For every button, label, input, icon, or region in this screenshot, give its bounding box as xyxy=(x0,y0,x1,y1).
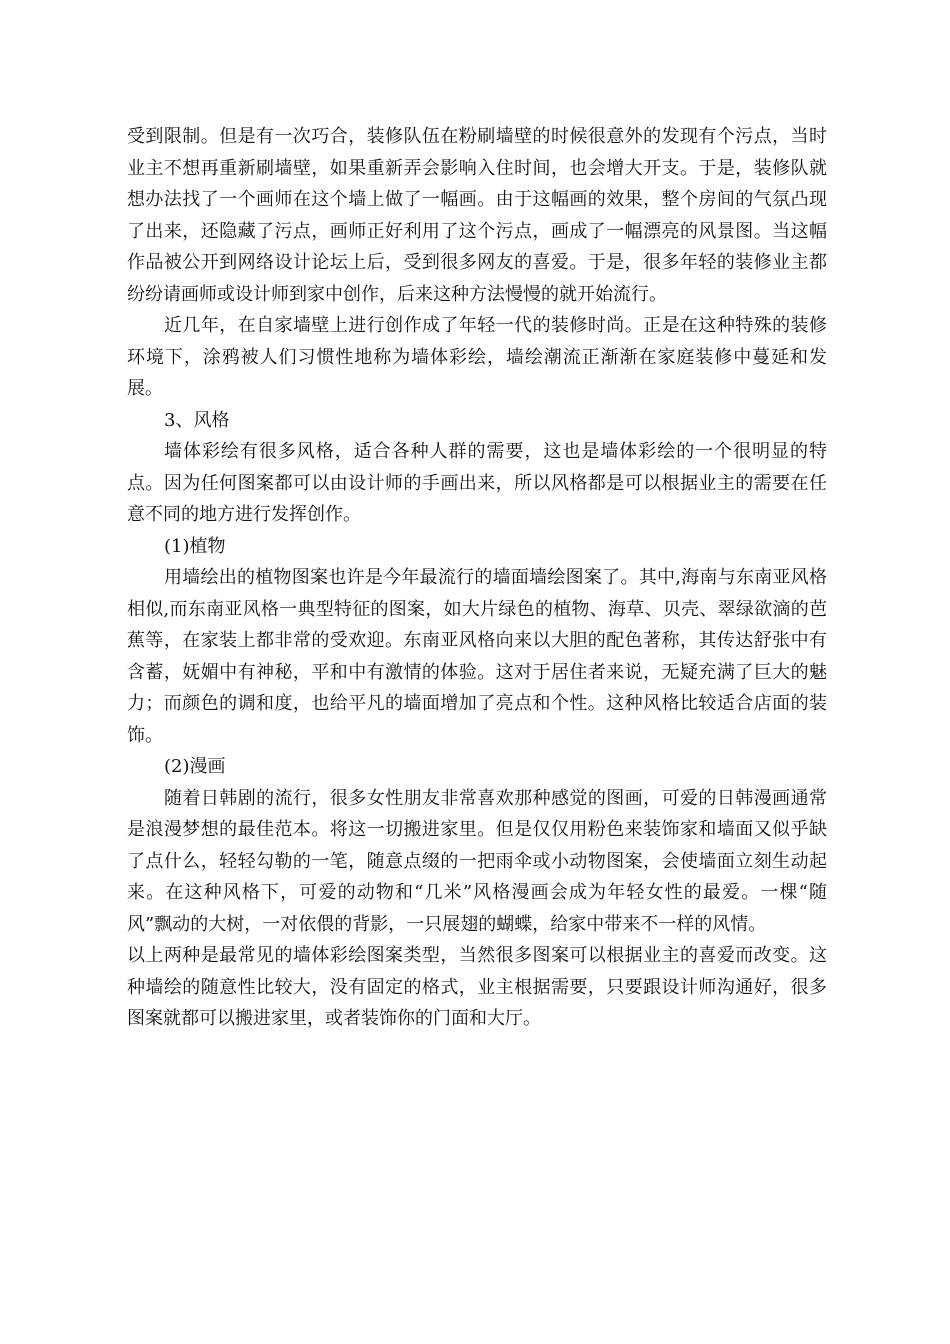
paragraph-restriction-origin: 受到限制。但是有一次巧合，装修队伍在粉刷墙壁的时候很意外的发现有个污点，当时业主不想再重新刷墙壁，如果重新弄会影响入住时间，也会增大开支。于是，装修队就想办法找了一个画师在这个墙上做了一幅画。由于这幅画的效果，整个房间的气氛凸现了出来，还隐藏了污点，画师正好利用了这个污点，画成了一幅漂亮的风景图。当这幅作品被公开到网络设计论坛上后，受到很多网友的喜爱。于是，很多年轻的装修业主都纷纷请画师或设计师到家中创作，后来这种方法慢慢的就开始流行。 xyxy=(127,126,827,305)
paragraph-recent-trend: 近几年，在自家墙壁上进行创作成了年轻一代的装修时尚。正是在这种特殊的装修环境下，涂鸦被人们习惯性地称为墙体彩绘，墙绘潮流正渐渐在家庭装修中蔓延和发展。 xyxy=(127,315,827,399)
subheading-plants: (1)植物 xyxy=(164,535,226,557)
paragraph-style-intro: 墙体彩绘有很多风格，适合各种人群的需要，这也是墙体彩绘的一个很明显的特点。因为任何图案都可以由设计师的手画出来，所以风格都是可以根据业主的需要在任意不同的地方进行发挥创作。 xyxy=(127,441,827,525)
paragraph-summary: 以上两种是最常见的墙体彩绘图案类型，当然很多图案可以根据业主的喜爱而改变。这种墙绘的随意性比较大，没有固定的格式，业主根据需要，只要跟设计师沟通好，很多图案就都可以搬进家里，或者装饰你的门面和大厅。 xyxy=(127,945,827,1029)
paragraph-comics: 随着日韩剧的流行，很多女性朋友非常喜欢那种感觉的图画，可爱的日韩漫画通常是浪漫梦想的最佳范本。将这一切搬进家里。但是仅仅用粉色来装饰家和墙面又似乎缺了点什么，轻轻勾勒的一笔，随意点缀的一把雨伞或小动物图案，会使墙面立刻生动起来。在这种风格下，可爱的动物和“几米”风格漫画会成为年轻女性的最爱。一棵“随风”飘动的大树，一对依偎的背影，一只展翅的蝴蝶，给家中带来不一样的风情。 xyxy=(127,787,827,935)
document-body xyxy=(127,121,827,1035)
section-heading-style: 3、风格 xyxy=(164,409,230,431)
paragraph-plants: 用墙绘出的植物图案也许是今年最流行的墙面墙绘图案了。其中,海南与东南亚风格相似,而东南亚风格一典型特征的图案，如大片绿色的植物、海草、贝壳、翠绿欲滴的芭蕉等，在家装上都非常的受欢迎。东南亚风格向来以大胆的配色著称，其传达舒张中有含蓄，妩媚中有神秘，平和中有激情的体验。这对于居住者来说，无疑充满了巨大的魅力；而颜色的调和度，也给平凡的墙面增加了亮点和个性。这种风格比较适合店面的装饰。 xyxy=(127,567,827,746)
subheading-comics: (2)漫画 xyxy=(164,756,226,777)
